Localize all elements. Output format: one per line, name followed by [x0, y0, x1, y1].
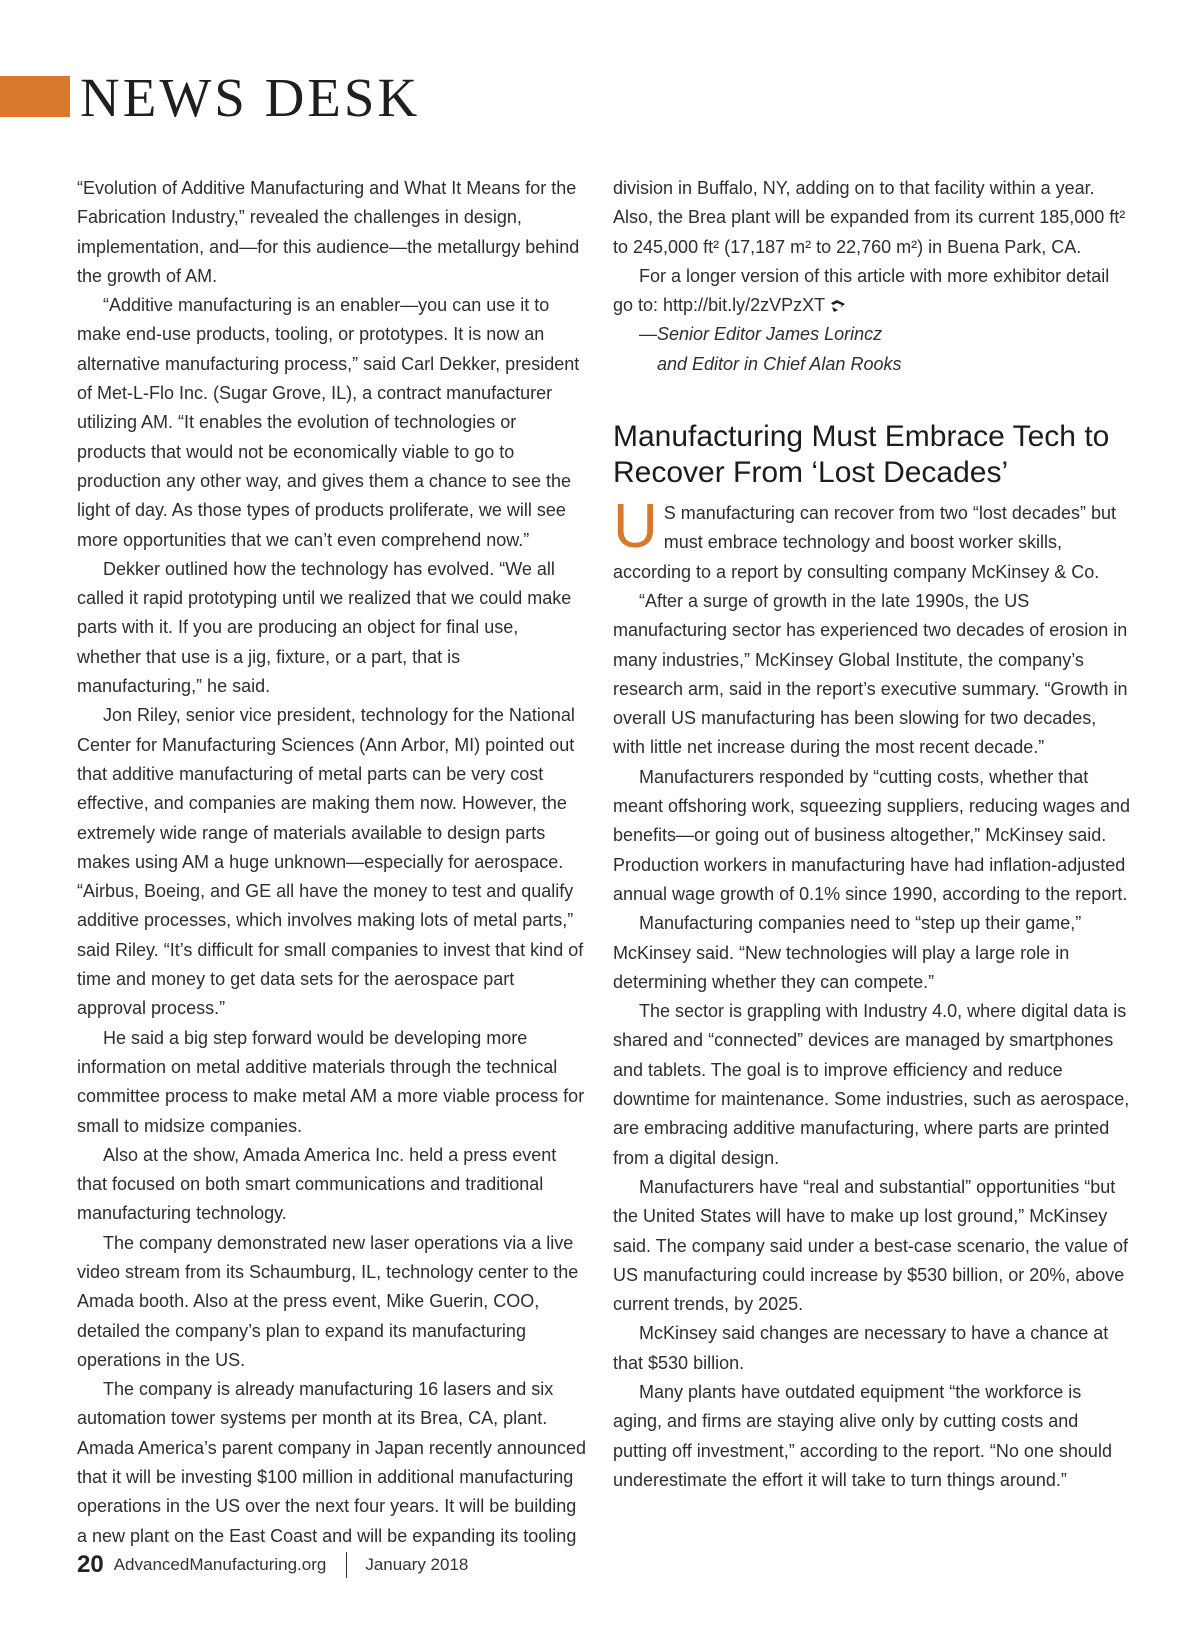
drop-cap: U: [613, 492, 658, 562]
section-title: NEWS DESK: [80, 67, 421, 128]
paragraph: Manufacturers responded by “cutting costs, whether that meant offshoring work, squeezing suppliers, reducing wages and benefits—or going out of business altogether,” McKinsey said. Production workers in manufacturing have had inflation-adjusted annual wage growth of 0.1% since 1990, according to the report.: [613, 766, 1130, 904]
site-name: AdvancedManufacturing.org: [113, 1555, 327, 1574]
attribution-line: —Senior Editor James Lorincz: [639, 324, 883, 345]
attribution-line: and Editor in Chief Alan Rooks: [657, 353, 902, 374]
article-title: Manufacturing Must Embrace Tech to Recover From ‘Lost Decades’: [613, 420, 1110, 490]
paragraph: The company is already manufacturing 16 lasers and six automation tower systems per month at its Brea, CA, plant. Amada America’s parent company in Japan recently announced that it will be investing $100 million in additional manufacturing operations in the US over the next four years. It will be building a new plant on the East Coast and will be expanding its tooling: [77, 1379, 586, 1546]
paragraph: Also at the show, Amada America Inc. held a press event that focused on both smart communications and traditional manufacturing technology.: [77, 1144, 557, 1224]
issue-date: January 2018: [365, 1555, 469, 1574]
attribution: [613, 320, 1133, 379]
left-column: [77, 174, 587, 1551]
paragraph: “After a surge of growth in the late 1990s, the US manufacturing sector has experienced two decades of erosion in many industries,” McKinsey Global Institute, the company’s research arm, said in the report’s executive summary. “Growth in overall US manufacturing has been slowing for two decades, with little net increase during the most recent decade.”: [613, 590, 1128, 758]
section-accent-bar: [0, 76, 70, 117]
paragraph: The company demonstrated new laser operations via a live video stream from its Schaumburg, IL, technology center to the Amada booth. Also at the press event, Mike Guerin, COO, detailed the company’s plan to expand its manufacturing operations in the US.: [77, 1232, 579, 1370]
paragraph: Dekker outlined how the technology has evolved. “We all called it rapid prototyping until we realized that we could make parts with it. If you are producing an object for final use, whether that use is a jig, fixture, or a part, that is manufacturing,” he said.: [77, 558, 572, 697]
paragraph: McKinsey said changes are necessary to have a chance at that $530 billion.: [613, 1323, 1109, 1373]
page-number: 20: [77, 1551, 104, 1578]
paragraph: Manufacturers have “real and substantial” opportunities “but the United States will have to make up lost ground,” McKinsey said. The company said under a best-case scenario, the value of US manufacturing could increase by $530 billion, or 20%, above current trends, by 2025.: [613, 1176, 1128, 1315]
footer-divider: [346, 1552, 347, 1578]
more-info-paragraph: [613, 262, 1133, 321]
paragraph: Jon Riley, senior vice president, technology for the National Center for Manufacturing Sciences (Ann Arbor, MI) pointed out that additive manufacturing of metal parts can be very cost effective, and companies are making them now. However, the extremely wide range of materials available to design parts makes using AM a huge unknown—especially for aerospace. “Airbus, Boeing, and GE all have the money to test and qualify additive processes, which involves making lots of metal parts,” said Riley. “It’s difficult for small companies to invest that kind of time and money to get data sets for the aerospace part approval process.”: [77, 705, 584, 1019]
page-footer: [77, 1551, 468, 1579]
paragraph: The sector is grappling with Industry 4.0, where digital data is shared and “connected” devices are managed by smartphones and tablets. The goal is to improve efficiency and reduce downtime for maintenance. Some industries, such as aerospace, are embracing additive manufacturing, where parts are printed from a digital design.: [613, 1001, 1130, 1168]
link-arrow-icon: [829, 299, 847, 313]
more-info-text[interactable]: For a longer version of this article with more exhibitor detail go to: http://bit.ly/2zVPzXT: [613, 265, 1110, 316]
lead-paragraph: [613, 492, 1133, 587]
lead-text: S manufacturing can recover from two “lost decades” but must embrace technology and boost worker skills, according to a report by consulting company McKinsey & Co.: [613, 503, 1116, 582]
right-column: [613, 174, 1133, 1495]
paragraph: “Additive manufacturing is an enabler—you can use it to make end-use products, tooling, or prototypes. It is now an alternative manufacturing process,” said Carl Dekker, president of Met-L-Flo Inc. (Sugar Grove, IL), a contract manufacturer utilizing AM. “It enables the evolution of technologies or products that would not be economically viable to go to production any other way, and gives them a chance to see the light of day. As those types of products proliferate, we will see more opportunities that we can’t even comprehend now.”: [77, 295, 580, 550]
paragraph: division in Buffalo, NY, adding on to that facility within a year. Also, the Brea plant will be expanded from its current 185,000 ft² to 245,000 ft² (17,187 m² to 22,760 m²) in Buena Park, CA.: [613, 178, 1126, 257]
paragraph: Many plants have outdated equipment “the workforce is aging, and firms are staying alive only by cutting costs and putting off investment,” according to the report. “No one should underestimate the effort it will take to turn things around.”: [613, 1381, 1112, 1490]
paragraph: Manufacturing companies need to “step up their game,” McKinsey said. “New technologies will play a large role in determining whether they can compete.”: [613, 913, 1082, 992]
paragraph: He said a big step forward would be developing more information on metal additive materials through the technical committee process to make metal AM a more viable process for small to midsize companies.: [77, 1027, 585, 1136]
paragraph: “Evolution of Additive Manufacturing and What It Means for the Fabrication Industry,” revealed the challenges in design, implementation, and—for this audience—the metallurgy behind the growth of AM.: [77, 178, 580, 286]
